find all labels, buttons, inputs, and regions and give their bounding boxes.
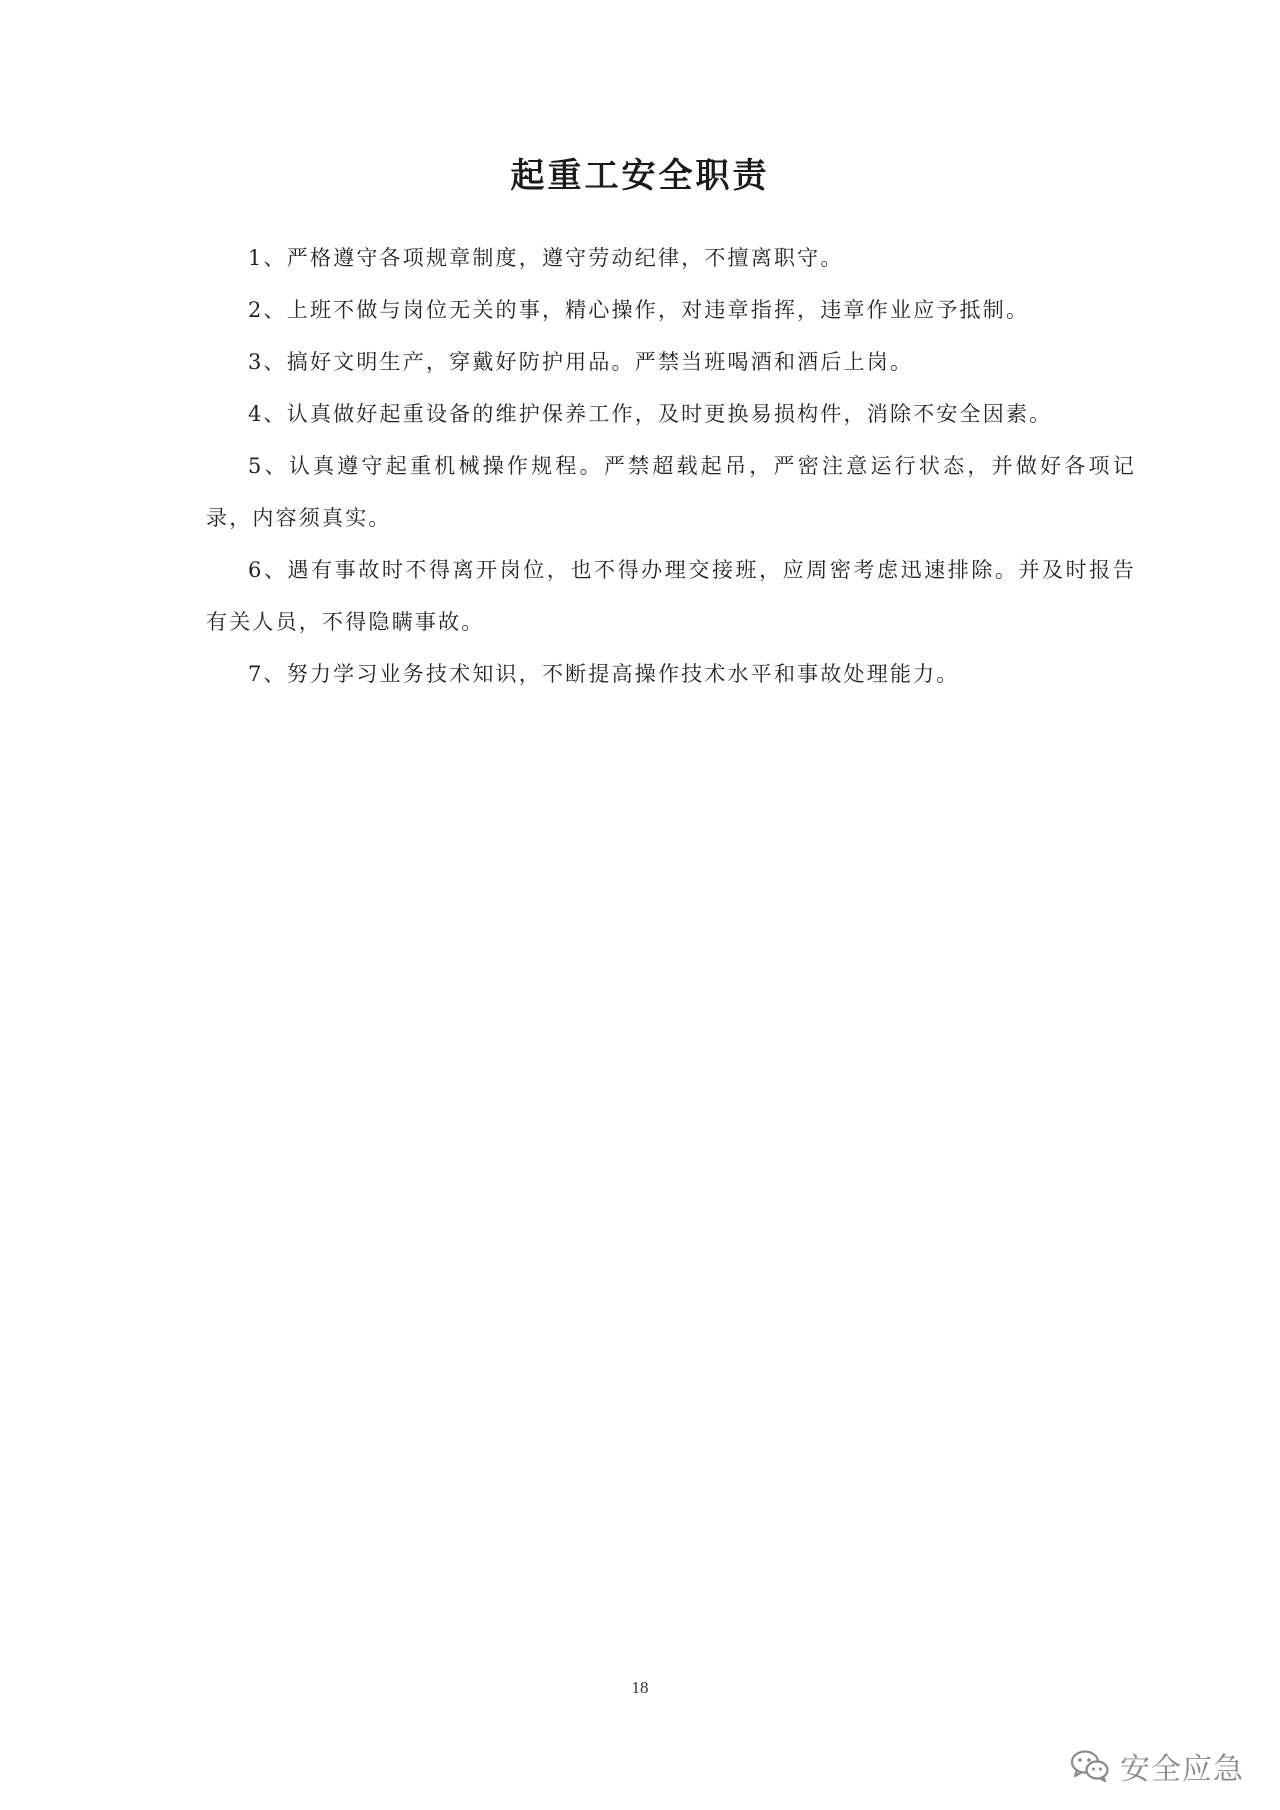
watermark <box>1070 1746 1244 1786</box>
wechat-icon <box>1070 1749 1110 1783</box>
paragraph-2: 2、上班不做与岗位无关的事，精心操作，对违章指挥，违章作业应予抵制。 <box>248 298 1030 322</box>
paragraph-1: 1、严格遵守各项规章制度，遵守劳动纪律，不擅离职守。 <box>248 246 844 270</box>
watermark-text: 安全应急 <box>1120 1752 1244 1787</box>
paragraph-4: 4、认真做好起重设备的维护保养工作，及时更换易损构件，消除不安全因素。 <box>248 402 1053 426</box>
document-body <box>206 232 1136 700</box>
paragraph-7: 7、努力学习业务技术知识，不断提高操作技术水平和事故处理能力。 <box>248 662 960 686</box>
document-title: 起重工安全职责 <box>510 156 770 196</box>
page-number: 18 <box>631 1678 649 1697</box>
paragraph-3: 3、搞好文明生产，穿戴好防护用品。严禁当班喝酒和酒后上岗。 <box>248 350 914 374</box>
paragraph-5: 5、认真遵守起重机械操作规程。严禁超载起吊，严密注意运行状态，并做好各项记录，内容须真实。 <box>206 454 1136 530</box>
paragraph-6: 6、遇有事故时不得离开岗位，也不得办理交接班，应周密考虑迅速排除。并及时报告有关人员，不得隐瞒事故。 <box>206 558 1136 634</box>
